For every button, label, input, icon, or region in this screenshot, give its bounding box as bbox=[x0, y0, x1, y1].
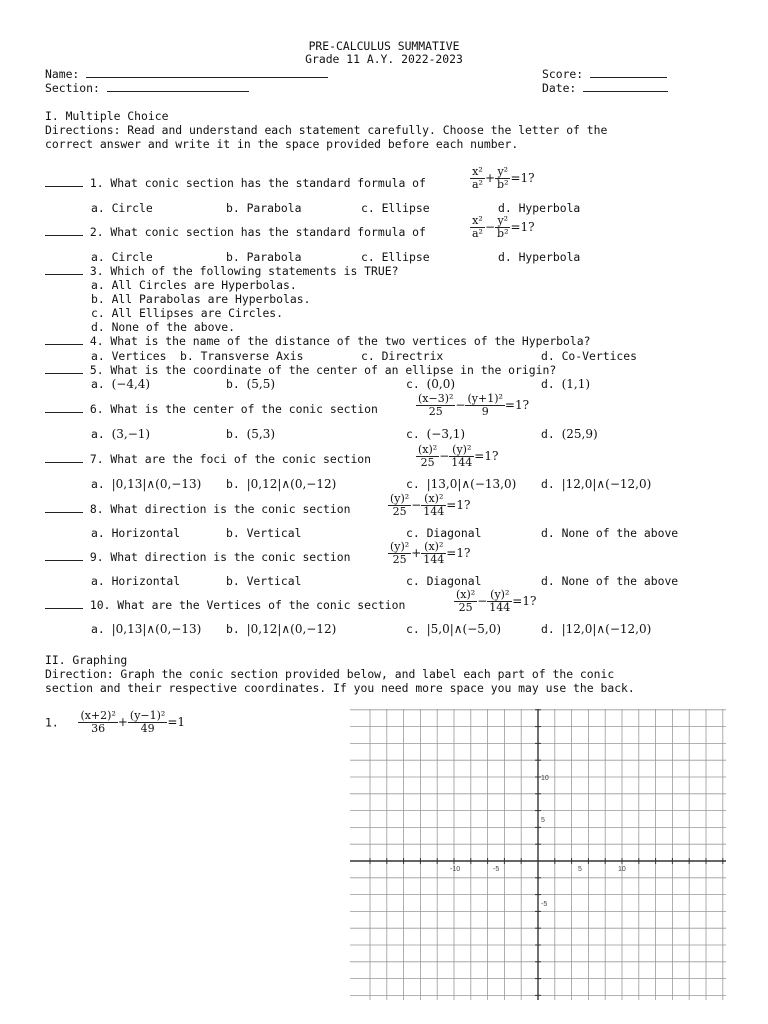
q1-option-a: a. Circle bbox=[91, 201, 153, 215]
answer-blank-4[interactable] bbox=[45, 334, 83, 345]
answer-blank-2[interactable] bbox=[45, 225, 83, 236]
part2-directions-line1: Direction: Graph the conic section provided below, and label each part of the conic bbox=[45, 667, 615, 681]
x-tick-label: -10 bbox=[450, 866, 461, 873]
q2-option-a: a. Circle bbox=[91, 250, 153, 264]
question-1-formula: $\frac{\text{x²}}{\text{a²}}$ + $\frac{\text{y²}}{\text{b²}}$ =1? bbox=[472, 165, 535, 191]
question-9 bbox=[45, 550, 350, 564]
q9-option-a: a. Horizontal bbox=[91, 574, 181, 588]
q3-option-c: c. All Ellipses are Circles. bbox=[91, 306, 284, 320]
question-5-text: 5. What is the coordinate of the center of an ellipse in the origin? bbox=[89, 363, 557, 377]
question-8 bbox=[45, 502, 350, 516]
q10-option-b: b. |0,12|∧(0,−12) bbox=[226, 622, 337, 636]
q4-option-a: a. Vertices bbox=[91, 349, 167, 363]
score-row bbox=[542, 67, 667, 81]
q7-option-a: a. |0,13|∧(0,−13) bbox=[91, 477, 202, 491]
question-6-text: 6. What is the center of the conic section bbox=[89, 402, 378, 416]
q6-option-a: a. (3,−1) bbox=[91, 427, 151, 441]
answer-blank-1[interactable] bbox=[45, 176, 83, 187]
q9-option-b: b. Vertical bbox=[226, 574, 302, 588]
question-8-text: 8. What direction is the conic section bbox=[89, 502, 351, 516]
part2-heading: II. Graphing bbox=[45, 653, 128, 667]
question-5 bbox=[45, 363, 556, 377]
graphing-item-number: 1. bbox=[45, 715, 59, 730]
q2-option-c: c. Ellipse bbox=[361, 250, 430, 264]
q9-option-d: d. None of the above bbox=[541, 574, 679, 588]
question-3-text: 3. Which of the following statements is TRUE? bbox=[89, 264, 399, 278]
question-7-text: 7. What are the foci of the conic section bbox=[89, 452, 372, 466]
q5-option-a: a. (−4,4) bbox=[91, 377, 151, 391]
q5-option-b: b. (5,5) bbox=[226, 377, 276, 391]
q4-option-c: c. Directrix bbox=[361, 349, 444, 363]
q4-option-b: b. Transverse Axis bbox=[180, 349, 304, 363]
question-8-formula: $\frac{\text{(y)²}}{25}$ − $\frac{\text{(x)²}}{144}$ =1? bbox=[390, 492, 471, 518]
question-3 bbox=[45, 264, 398, 278]
x-tick-label: 10 bbox=[618, 866, 626, 873]
answer-blank-7[interactable] bbox=[45, 452, 83, 463]
date-label: Date: bbox=[542, 81, 577, 95]
coordinate-grid[interactable] bbox=[350, 705, 730, 1000]
part1-directions-line2: correct answer and write it in the space provided before each number. bbox=[45, 137, 519, 151]
q8-option-c: c. Diagonal bbox=[406, 526, 482, 540]
question-10 bbox=[45, 598, 405, 612]
answer-blank-10[interactable] bbox=[45, 598, 83, 609]
q2-option-d: d. Hyperbola bbox=[498, 250, 581, 264]
q1-option-c: c. Ellipse bbox=[361, 201, 430, 215]
part1-directions-line1: Directions: Read and understand each statement carefully. Choose the letter of the bbox=[45, 123, 608, 137]
q5-option-c: c. (0,0) bbox=[406, 377, 456, 391]
section-field[interactable] bbox=[107, 81, 249, 92]
question-10-text: 10. What are the Vertices of the conic section bbox=[89, 598, 406, 612]
question-9-formula: $\frac{\text{(y)²}}{25}$ + $\frac{\text{(x)²}}{144}$ =1? bbox=[390, 540, 471, 566]
q7-option-d: d. |12,0|∧(−12,0) bbox=[541, 477, 652, 491]
date-row bbox=[542, 81, 668, 95]
question-4-text: 4. What is the name of the distance of the two vertices of the Hyperbola? bbox=[89, 334, 591, 348]
name-label: Name: bbox=[45, 67, 80, 81]
q3-option-b: b. All Parabolas are Hyperbolas. bbox=[91, 292, 311, 306]
q3-option-a: a. All Circles are Hyperbolas. bbox=[91, 278, 297, 292]
q1-option-b: b. Parabola bbox=[226, 201, 302, 215]
q8-option-b: b. Vertical bbox=[226, 526, 302, 540]
question-9-text: 9. What direction is the conic section bbox=[89, 550, 351, 564]
name-row bbox=[45, 67, 328, 81]
q10-option-d: d. |12,0|∧(−12,0) bbox=[541, 622, 652, 636]
y-tick-label: -5 bbox=[541, 901, 548, 908]
score-field[interactable] bbox=[590, 67, 667, 78]
section-row bbox=[45, 81, 249, 95]
q3-option-d: d. None of the above. bbox=[91, 320, 236, 334]
x-tick-label: -5 bbox=[493, 866, 500, 873]
question-2 bbox=[45, 225, 426, 239]
part1-heading: I. Multiple Choice bbox=[45, 109, 169, 123]
y-tick-label: 5 bbox=[541, 817, 545, 824]
score-label: Score: bbox=[542, 67, 584, 81]
q7-option-b: b. |0,12|∧(0,−12) bbox=[226, 477, 337, 491]
date-field[interactable] bbox=[583, 81, 668, 92]
question-2-formula: $\frac{\text{x²}}{\text{a²}}$ − $\frac{\text{y²}}{\text{b²}}$ =1? bbox=[472, 214, 535, 240]
q8-option-d: d. None of the above bbox=[541, 526, 679, 540]
page-subtitle: Grade 11 A.Y. 2022-2023 bbox=[305, 52, 463, 66]
q6-option-d: d. (25,9) bbox=[541, 427, 598, 441]
x-tick-label: 5 bbox=[578, 866, 582, 873]
q1-option-d: d. Hyperbola bbox=[498, 201, 581, 215]
page-title: PRE-CALCULUS SUMMATIVE bbox=[308, 39, 460, 53]
q6-option-b: b. (5,3) bbox=[226, 427, 276, 441]
answer-blank-5[interactable] bbox=[45, 363, 83, 374]
answer-blank-3[interactable] bbox=[45, 264, 83, 275]
q9-option-c: c. Diagonal bbox=[406, 574, 482, 588]
y-tick-label: 10 bbox=[541, 775, 549, 782]
answer-blank-9[interactable] bbox=[45, 550, 83, 561]
question-2-text: 2. What conic section has the standard formula of bbox=[89, 225, 426, 239]
q8-option-a: a. Horizontal bbox=[91, 526, 181, 540]
q5-option-d: d. (1,1) bbox=[541, 377, 591, 391]
answer-blank-6[interactable] bbox=[45, 402, 83, 413]
section-label: Section: bbox=[45, 81, 100, 95]
answer-blank-8[interactable] bbox=[45, 502, 83, 513]
question-7 bbox=[45, 452, 371, 466]
q10-option-c: c. |5,0|∧(−5,0) bbox=[406, 622, 502, 636]
name-field[interactable] bbox=[86, 67, 328, 78]
question-6 bbox=[45, 402, 378, 416]
question-7-formula: $\frac{\text{(x)²}}{25}$ − $\frac{\text{(y)²}}{144}$ =1? bbox=[418, 443, 499, 469]
q7-option-c: c. |13,0|∧(−13,0) bbox=[406, 477, 517, 491]
q4-option-d: d. Co-Vertices bbox=[541, 349, 638, 363]
question-6-formula: $\frac{\text{(x−3)²}}{25}$ − $\frac{\text{(y+1)²}}{9}$ =1? bbox=[418, 392, 530, 418]
question-4 bbox=[45, 334, 590, 348]
q10-option-a: a. |0,13|∧(0,−13) bbox=[91, 622, 202, 636]
question-1-text: 1. What conic section has the standard formula of bbox=[89, 176, 426, 190]
q6-option-c: c. (−3,1) bbox=[406, 427, 466, 441]
graphing-item-1: 1. $\frac{\text{(x+2)²}}{36}$ + $\frac{\text{(y−1)²}}{49}$ =1 bbox=[45, 709, 186, 735]
q2-option-b: b. Parabola bbox=[226, 250, 302, 264]
part2-directions-line2: section and their respective coordinates. If you need more space you may use the back. bbox=[45, 681, 635, 695]
question-10-formula: $\frac{\text{(x)²}}{25}$ − $\frac{\text{(y)²}}{144}$ =1? bbox=[456, 588, 537, 614]
question-1 bbox=[45, 176, 426, 190]
